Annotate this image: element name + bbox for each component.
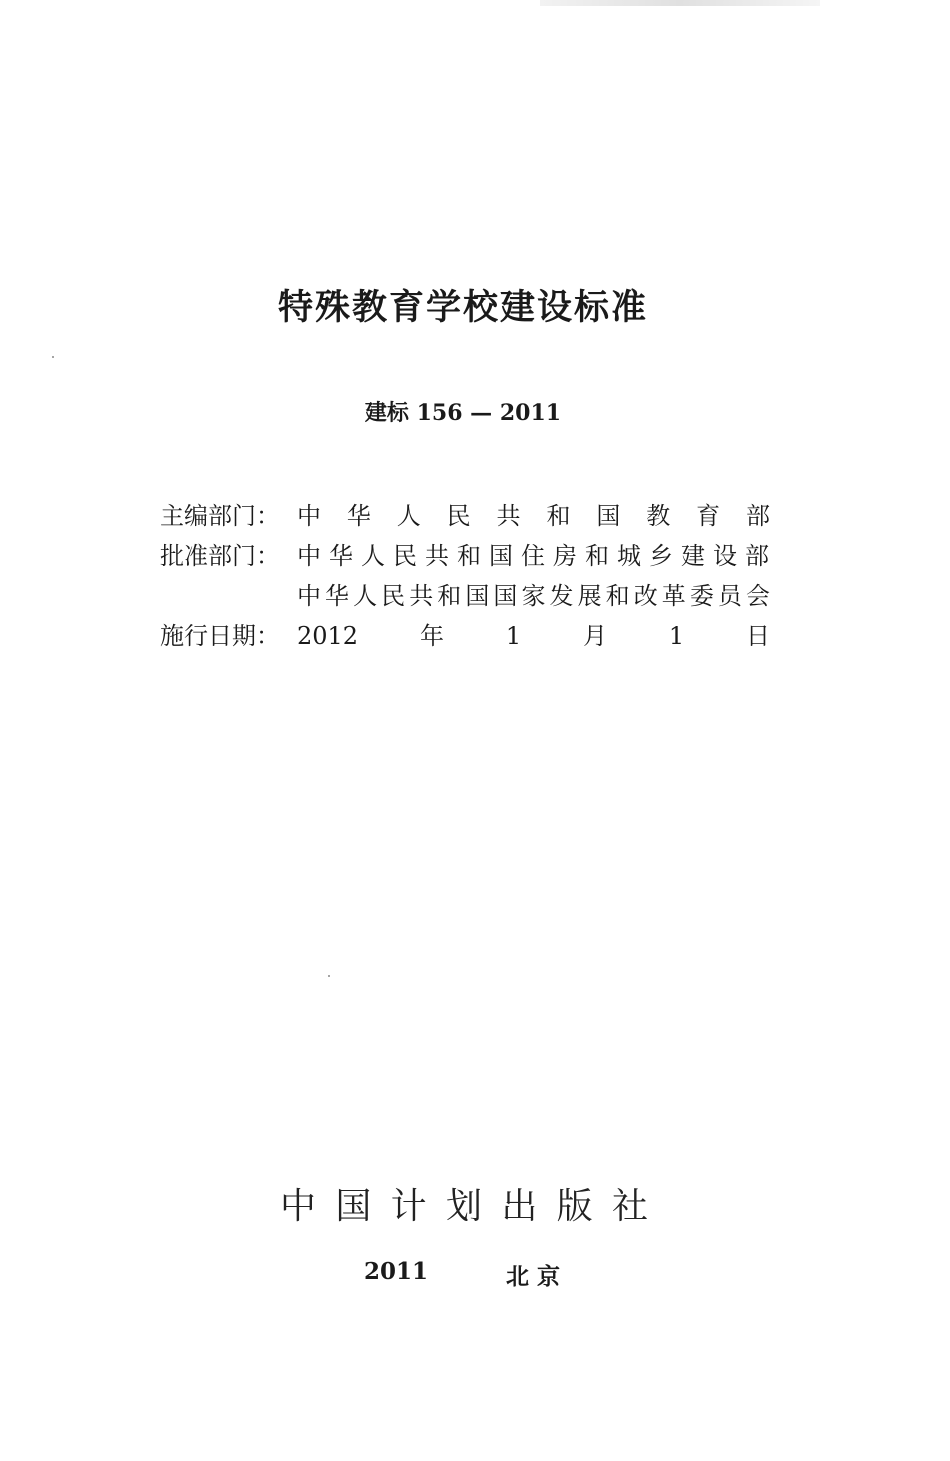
date-label: 施行日期： — [160, 622, 280, 650]
scan-artifact — [540, 0, 820, 6]
editor-row — [160, 496, 770, 536]
label-spacer — [160, 576, 297, 616]
scan-speck — [328, 975, 330, 977]
publication-city: 北 京 — [505, 1263, 560, 1290]
approver-value-2: 中华人民共和国国家发展和改革委员会 — [297, 582, 770, 610]
publication-line — [364, 1258, 560, 1291]
approver-row — [160, 536, 770, 576]
date-row — [160, 616, 770, 656]
standard-code: 建标 156 — 2011 — [364, 400, 562, 426]
editor-value: 中华人民共和国教育部 — [297, 502, 770, 530]
approver-label: 批准部门： — [160, 542, 280, 570]
editor-label: 主编部门： — [160, 502, 280, 530]
scan-speck — [52, 356, 54, 358]
approver-value-1: 中华人民共和国住房和城乡建设部 — [297, 542, 770, 570]
approver-row-2 — [160, 576, 770, 616]
document-title: 特殊教育学校建设标准 — [277, 288, 648, 328]
publisher-name: 中国计划出版社 — [280, 1186, 648, 1227]
info-block — [160, 496, 770, 656]
date-value: 2012年1月1日 — [297, 622, 770, 650]
publication-year: 2011 — [364, 1258, 429, 1285]
